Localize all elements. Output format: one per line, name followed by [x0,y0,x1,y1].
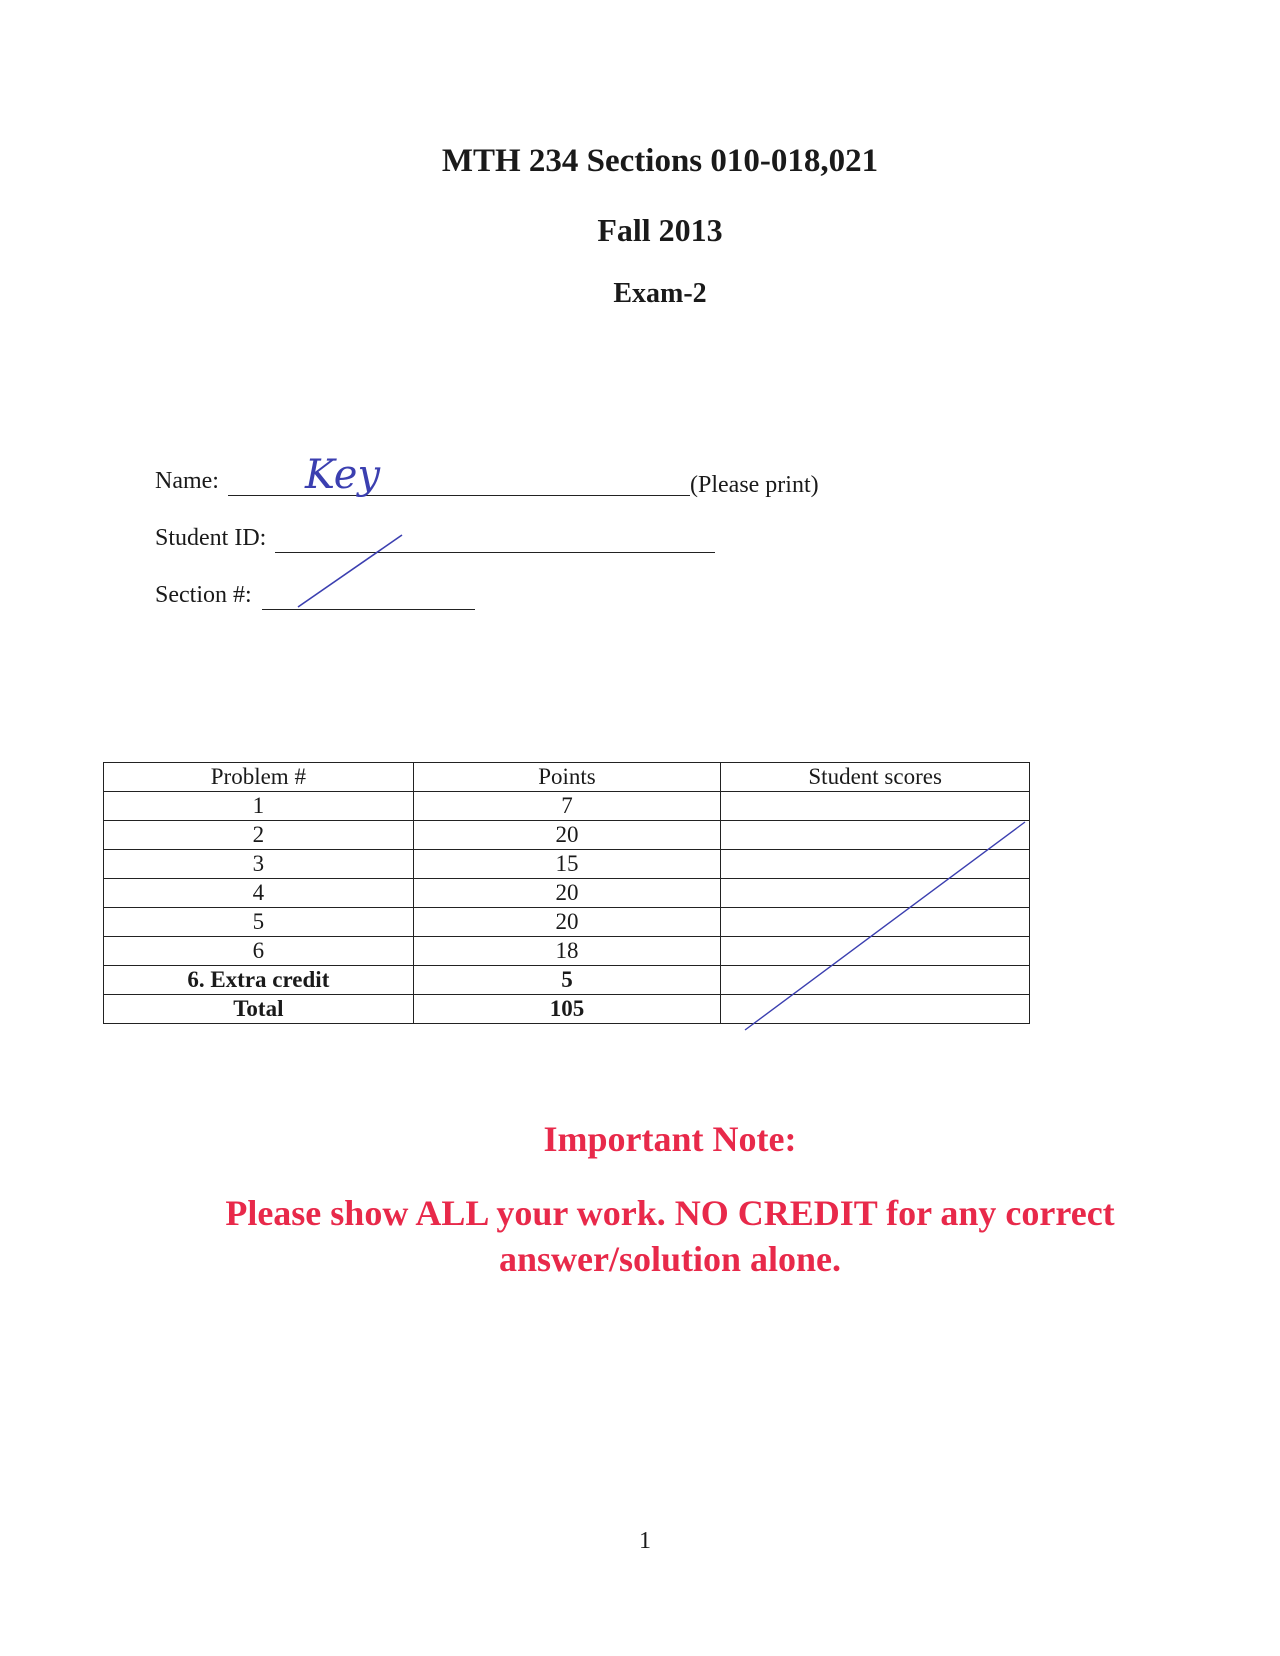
student-score-cell[interactable] [721,821,1030,850]
important-note-line-2: answer/solution alone. [498,1239,842,1279]
student-score-cell[interactable] [721,879,1030,908]
course-title: MTH 234 Sections 010-018,021 [441,143,879,179]
student-score-cell[interactable] [721,937,1030,966]
table-row [104,792,1030,821]
student-score-cell[interactable] [721,908,1030,937]
points-cell: 5 [413,966,721,995]
problem-cell: 6. Extra credit [104,966,414,995]
student-score-cell[interactable] [721,966,1030,995]
points-cell: 15 [413,850,721,879]
points-cell: 20 [413,879,721,908]
points-cell: 105 [413,995,721,1024]
term-title: Fall 2013 [597,212,723,248]
score-table-header-row [104,763,1030,792]
problem-cell: 6 [104,937,414,966]
name-hint: (Please print) [690,472,819,498]
student-score-cell[interactable] [721,850,1030,879]
exam-title: Exam-2 [613,278,707,309]
table-row [104,908,1030,937]
name-handwritten-value: Key [305,452,381,498]
name-field-line[interactable] [228,495,690,496]
table-row [104,879,1030,908]
points-cell: 20 [413,908,721,937]
problem-cell: 1 [104,792,414,821]
header-student-scores: Student scores [721,763,1030,792]
important-note-heading: Important Note: [543,1119,797,1159]
points-cell: 18 [413,937,721,966]
table-row [104,821,1030,850]
table-row [104,966,1030,995]
section-field-line[interactable] [262,609,475,610]
table-row [104,850,1030,879]
student-id-label: Student ID: [155,525,267,551]
table-row [104,937,1030,966]
problem-cell: 5 [104,908,414,937]
points-cell: 20 [413,821,721,850]
name-label: Name: [155,468,219,494]
important-note-body [190,1190,1150,1282]
student-id-slash-stroke [298,535,402,607]
problem-cell: 3 [104,850,414,879]
student-id-field-line[interactable] [275,552,715,553]
student-score-cell[interactable] [721,792,1030,821]
points-cell: 7 [413,792,721,821]
problem-cell: Total [104,995,414,1024]
header-problem: Problem # [104,763,414,792]
problem-cell: 2 [104,821,414,850]
student-score-cell[interactable] [721,995,1030,1024]
page-number: 1 [639,1528,651,1554]
important-note-line-1: Please show ALL your work. NO CREDIT for any correct [225,1193,1115,1233]
header-points: Points [413,763,721,792]
table-row-total [104,995,1030,1024]
problem-cell: 4 [104,879,414,908]
score-table [103,762,1030,1024]
section-label: Section #: [155,582,252,608]
